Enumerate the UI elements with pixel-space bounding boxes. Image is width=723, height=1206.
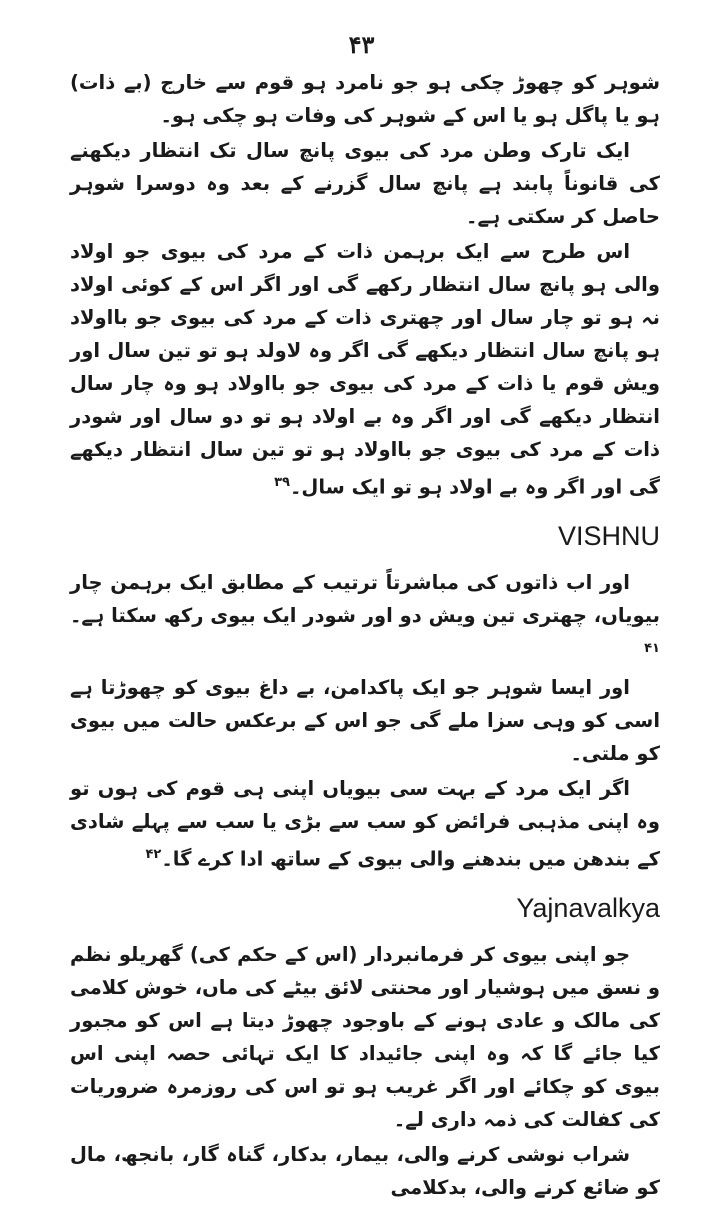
footnote-reference: ۳۹ [274,475,290,490]
paragraph [70,134,660,233]
paragraph [70,671,660,770]
page-number: ۴۳ [348,30,375,59]
paragraph [70,772,660,876]
footnote-reference: ۴۲ [145,847,162,862]
paragraph [70,1138,660,1204]
paragraph-text: جو اپنی بیوی کر فرمانبردار (اس کے حکم کی) گھریلو نظم و نسق میں ہوشیار اور محنتی لائق بیٹے کی ماں، خوش کلامی کی مالک و عادی ہونے کے باوجود چھوڑ دیتا ہے اس کو مجبور کیا جائے گا کہ وہ اپنی جائیداد کا ایک تہائی حصہ اپنی اس بیوی کو چکائے اور اگر غریب ہو تو اس کی روزمرہ ضروریات کی کفالت کی ذمہ داری لے۔ [70,942,660,1131]
footnote-reference: ۴۱ [644,640,660,656]
paragraph-text: شراب نوشی کرنے والی، بیمار، بدکار، گناہ گار، بانجھ، مال کو ضائع کرنے والی، بدکلامی [70,1142,660,1199]
paragraph-text: ایک تارک وطن مرد کی بیوی پانچ سال تک انتظار دیکھنے کی قانوناً پابند ہے پانچ سال گزرنے کے بعد وہ دوسرا شوہر حاصل کر سکتی ہے۔ [70,139,660,228]
paragraph [70,566,660,670]
paragraph [70,235,660,504]
paragraph-text: اور ایسا شوہر جو ایک پاکدامن، بے داغ بیوی کو چھوڑتا ہے اسی کو وہی سزا ملے گی جو اس کے برعکس حالت میں بیوی کو ملتی۔ [70,676,660,765]
paragraph-text: شوہر کو چھوڑ چکی ہو جو نامرد ہو قوم سے خارج (بے ذات) ہو یا پاگل ہو یا اس کے شوہر کی وفات ہو چکی ہو۔ [70,71,660,127]
paragraph-text: اگر ایک مرد کے بہت سی بیویاں اپنی ہی قوم کی ہوں تو وہ اپنی مذہبی فرائض کو سب سے بڑی یا سب سے پہلے شادی کے بندھن میں بندھنے والی بیوی کے ساتھ ادا کرے گا۔ [70,777,660,871]
paragraph-text: اور اب ذاتوں کی مباشرتاً ترتیب کے مطابق ایک برہمن چار بیویاں، چھتری تین ویش دو اور شودر ایک بیوی رکھ سکتا ہے۔ [70,570,660,627]
paragraph [70,66,660,132]
paragraph-text: اس طرح سے ایک برہمن ذات کے مرد کی بیوی جو اولاد والی ہو پانچ سال انتظار رکھے گی اور اگر اس کے کوئی اولاد نہ ہو تو چار سال اور چھتری ذات کے مرد کی بیوی جو بااولاد ہو پانچ سال انتظار دیکھے گی اگر وہ لاولد ہو تو تین سال اور ویش قوم یا ذات کے مرد کی بیوی جو بااولاد ہو وہ چار سال انتظار دیکھے گی اور اگر وہ بے اولاد ہو تو دو سال اور شودر ذات کے مرد کی بیوی جو بااولاد ہو تو تین سال انتظار دیکھے گی اور اگر وہ بے اولاد ہو تو ایک سال۔ [70,240,660,499]
paragraph [70,938,660,1136]
section-heading: Yajnavalkya [516,892,660,923]
page-content [70,66,660,1206]
section-heading: VISHNU [557,520,660,551]
